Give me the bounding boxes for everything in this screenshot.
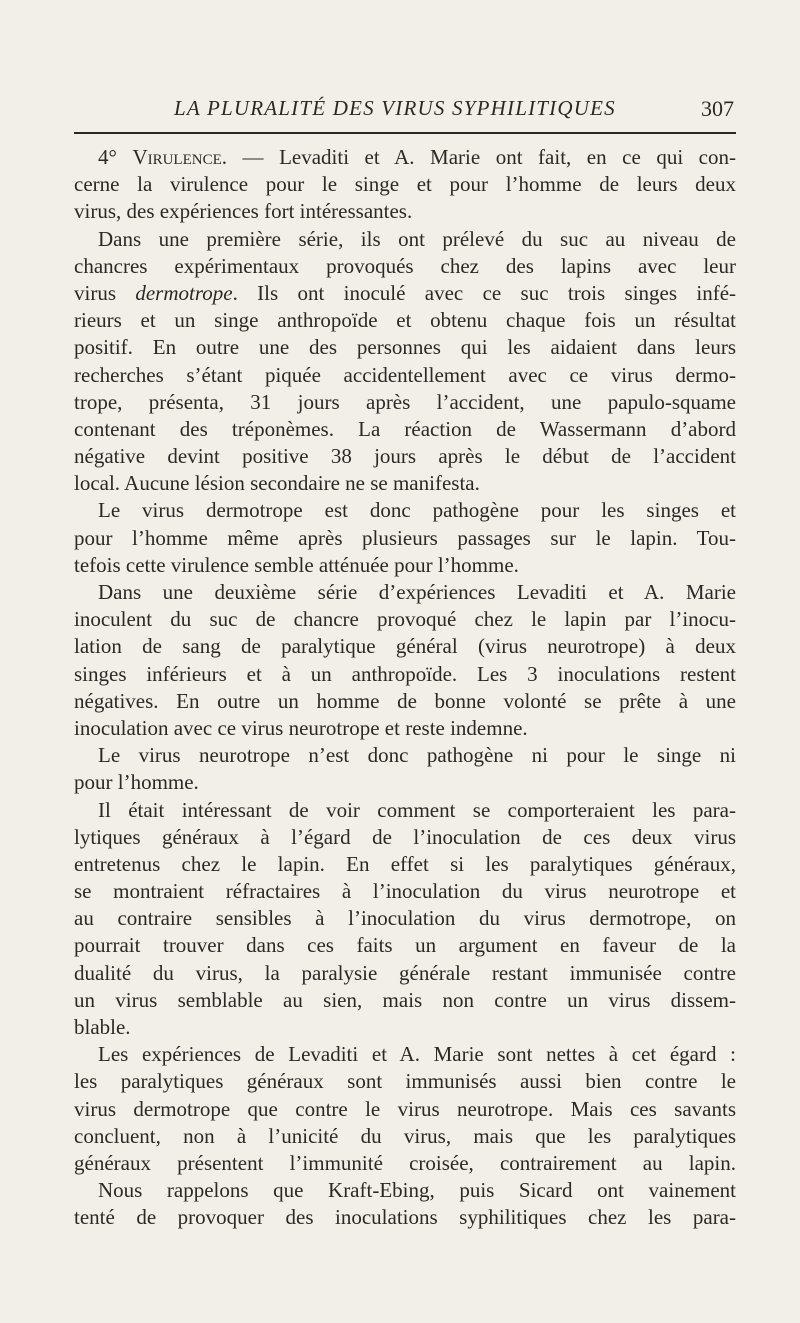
text-line	[74, 688, 736, 715]
text-line	[74, 633, 736, 660]
text-segment: contenant des tréponèmes. La réaction de Wassermann d’abord	[74, 416, 736, 441]
text-segment: inoculent du suc de chancre provoqué chez le lapin par l’inocu-	[74, 607, 736, 632]
text-segment: tenté de provoquer des inoculations syphilitiques chez les para-	[74, 1205, 736, 1230]
text-segment: négatives. En outre un homme de bonne volonté se prête à une	[74, 688, 736, 713]
text-segment: inoculation avec ce virus neurotrope et reste indemne.	[74, 715, 528, 740]
text-segment: pourrait trouver dans ces faits un argument en faveur de la	[74, 933, 736, 958]
text-line	[74, 171, 736, 198]
text-line	[74, 362, 736, 389]
text-segment: entretenus chez le lapin. En effet si les paralytiques généraux,	[74, 851, 736, 876]
page-number: 307	[701, 96, 734, 121]
text-line	[74, 334, 736, 361]
section-heading: Virulence.	[132, 145, 228, 169]
header-rule	[74, 132, 736, 134]
text-line	[74, 878, 736, 905]
text-line	[74, 552, 736, 579]
text-segment: virus dermotrope que contre le virus neurotrope. Mais ces savants	[74, 1096, 736, 1121]
text-line	[74, 1041, 736, 1068]
italic-term: dermotrope	[135, 280, 233, 305]
text-line	[74, 1204, 736, 1231]
text-line	[74, 1123, 736, 1150]
text-line	[74, 606, 736, 633]
body-text	[74, 144, 736, 1232]
text-segment: dualité du virus, la paralysie générale restant immunisée contre	[74, 960, 736, 985]
text-line	[74, 389, 736, 416]
text-line	[74, 661, 736, 688]
text-line	[74, 525, 736, 552]
text-segment: lytiques généraux à l’égard de l’inoculation de ces deux virus	[74, 824, 736, 849]
text-line	[74, 280, 736, 307]
text-line	[74, 579, 736, 606]
text-line	[74, 932, 736, 959]
text-line	[74, 905, 736, 932]
text-segment: concluent, non à l’unicité du virus, mais que les paralytiques	[74, 1123, 736, 1148]
text-segment: tefois cette virulence semble atténuée pour l’homme.	[74, 552, 519, 577]
text-line	[74, 960, 736, 987]
text-segment: au contraire sensibles à l’inoculation du virus dermotrope, on	[74, 906, 736, 931]
text-segment: Le virus neurotrope n’est donc pathogène ni pour le singe ni	[98, 743, 736, 768]
text-segment: . Ils ont inoculé avec ce suc trois singes infé-	[232, 280, 736, 305]
text-line	[74, 1014, 736, 1041]
text-segment: généraux présentent l’immunité croisée, contrairement au lapin.	[74, 1150, 736, 1175]
text-segment: Dans une première série, ils ont prélevé du suc au niveau de	[98, 226, 736, 251]
text-line	[74, 1068, 736, 1095]
running-title: LA PLURALITÉ DES VIRUS SYPHILITIQUES	[174, 96, 616, 120]
text-line	[74, 715, 736, 742]
text-line	[74, 1150, 736, 1177]
text-segment: trope, présenta, 31 jours après l’accident, une papulo-squame	[74, 389, 736, 414]
text-segment: — Levaditi et A. Marie ont fait, en ce qui con-	[227, 145, 736, 169]
text-segment: local. Aucune lésion secondaire ne se manifesta.	[74, 471, 480, 496]
text-segment: positif. En outre une des personnes qui les aidaient dans leurs	[74, 335, 736, 360]
text-segment: recherches s’étant piquée accidentellement avec ce virus dermo-	[74, 362, 736, 387]
text-line	[74, 1177, 736, 1204]
text-segment: négative devint positive 38 jours après le début de l’accident	[74, 444, 736, 469]
text-segment: chancres expérimentaux provoqués chez des lapins avec leur	[74, 253, 736, 278]
text-line	[74, 742, 736, 769]
text-segment: Le virus dermotrope est donc pathogène pour les singes et	[98, 498, 736, 523]
text-line	[74, 416, 736, 443]
text-line	[74, 307, 736, 334]
text-segment: se montraient réfractaires à l’inoculation du virus neurotrope et	[74, 879, 736, 904]
text-line	[74, 851, 736, 878]
text-segment: blable.	[74, 1015, 131, 1039]
text-line	[74, 824, 736, 851]
text-segment: rieurs et un singe anthropoïde et obtenu chaque fois un résultat	[74, 308, 736, 333]
text-line	[74, 1096, 736, 1123]
text-segment: un virus semblable au sien, mais non contre un virus dissem-	[74, 987, 736, 1012]
text-segment: pour l’homme.	[74, 770, 199, 795]
text-line	[74, 797, 736, 824]
text-segment: lation de sang de paralytique général (virus neurotrope) à deux	[74, 634, 736, 659]
running-head	[74, 96, 736, 126]
text-line	[74, 226, 736, 253]
text-line	[74, 497, 736, 524]
text-segment: Dans une deuxième série d’expériences Levaditi et A. Marie	[98, 580, 736, 604]
text-segment: virus	[74, 280, 136, 305]
text-segment: cerne la virulence pour le singe et pour l’homme de leurs deux	[74, 172, 736, 197]
text-line	[74, 470, 736, 497]
text-segment: les paralytiques généraux sont immunisés aussi bien contre le	[74, 1069, 736, 1094]
text-segment: virus, des expériences fort intéressantes.	[74, 199, 413, 224]
text-line	[74, 253, 736, 280]
text-segment: Il était intéressant de voir comment se comporteraient les para-	[98, 797, 736, 822]
text-segment: singes inférieurs et à un anthropoïde. Les 3 inoculations restent	[74, 661, 736, 686]
text-line	[74, 769, 736, 796]
text-segment: 4°	[98, 145, 133, 169]
text-segment: Nous rappelons que Kraft-Ebing, puis Sicard ont vainement	[98, 1178, 736, 1203]
text-line	[74, 144, 736, 171]
text-segment: Les expériences de Levaditi et A. Marie sont nettes à cet égard :	[98, 1042, 736, 1067]
text-line	[74, 198, 736, 225]
text-segment: pour l’homme même après plusieurs passages sur le lapin. Tou-	[74, 525, 736, 550]
text-line	[74, 987, 736, 1014]
text-line	[74, 443, 736, 470]
